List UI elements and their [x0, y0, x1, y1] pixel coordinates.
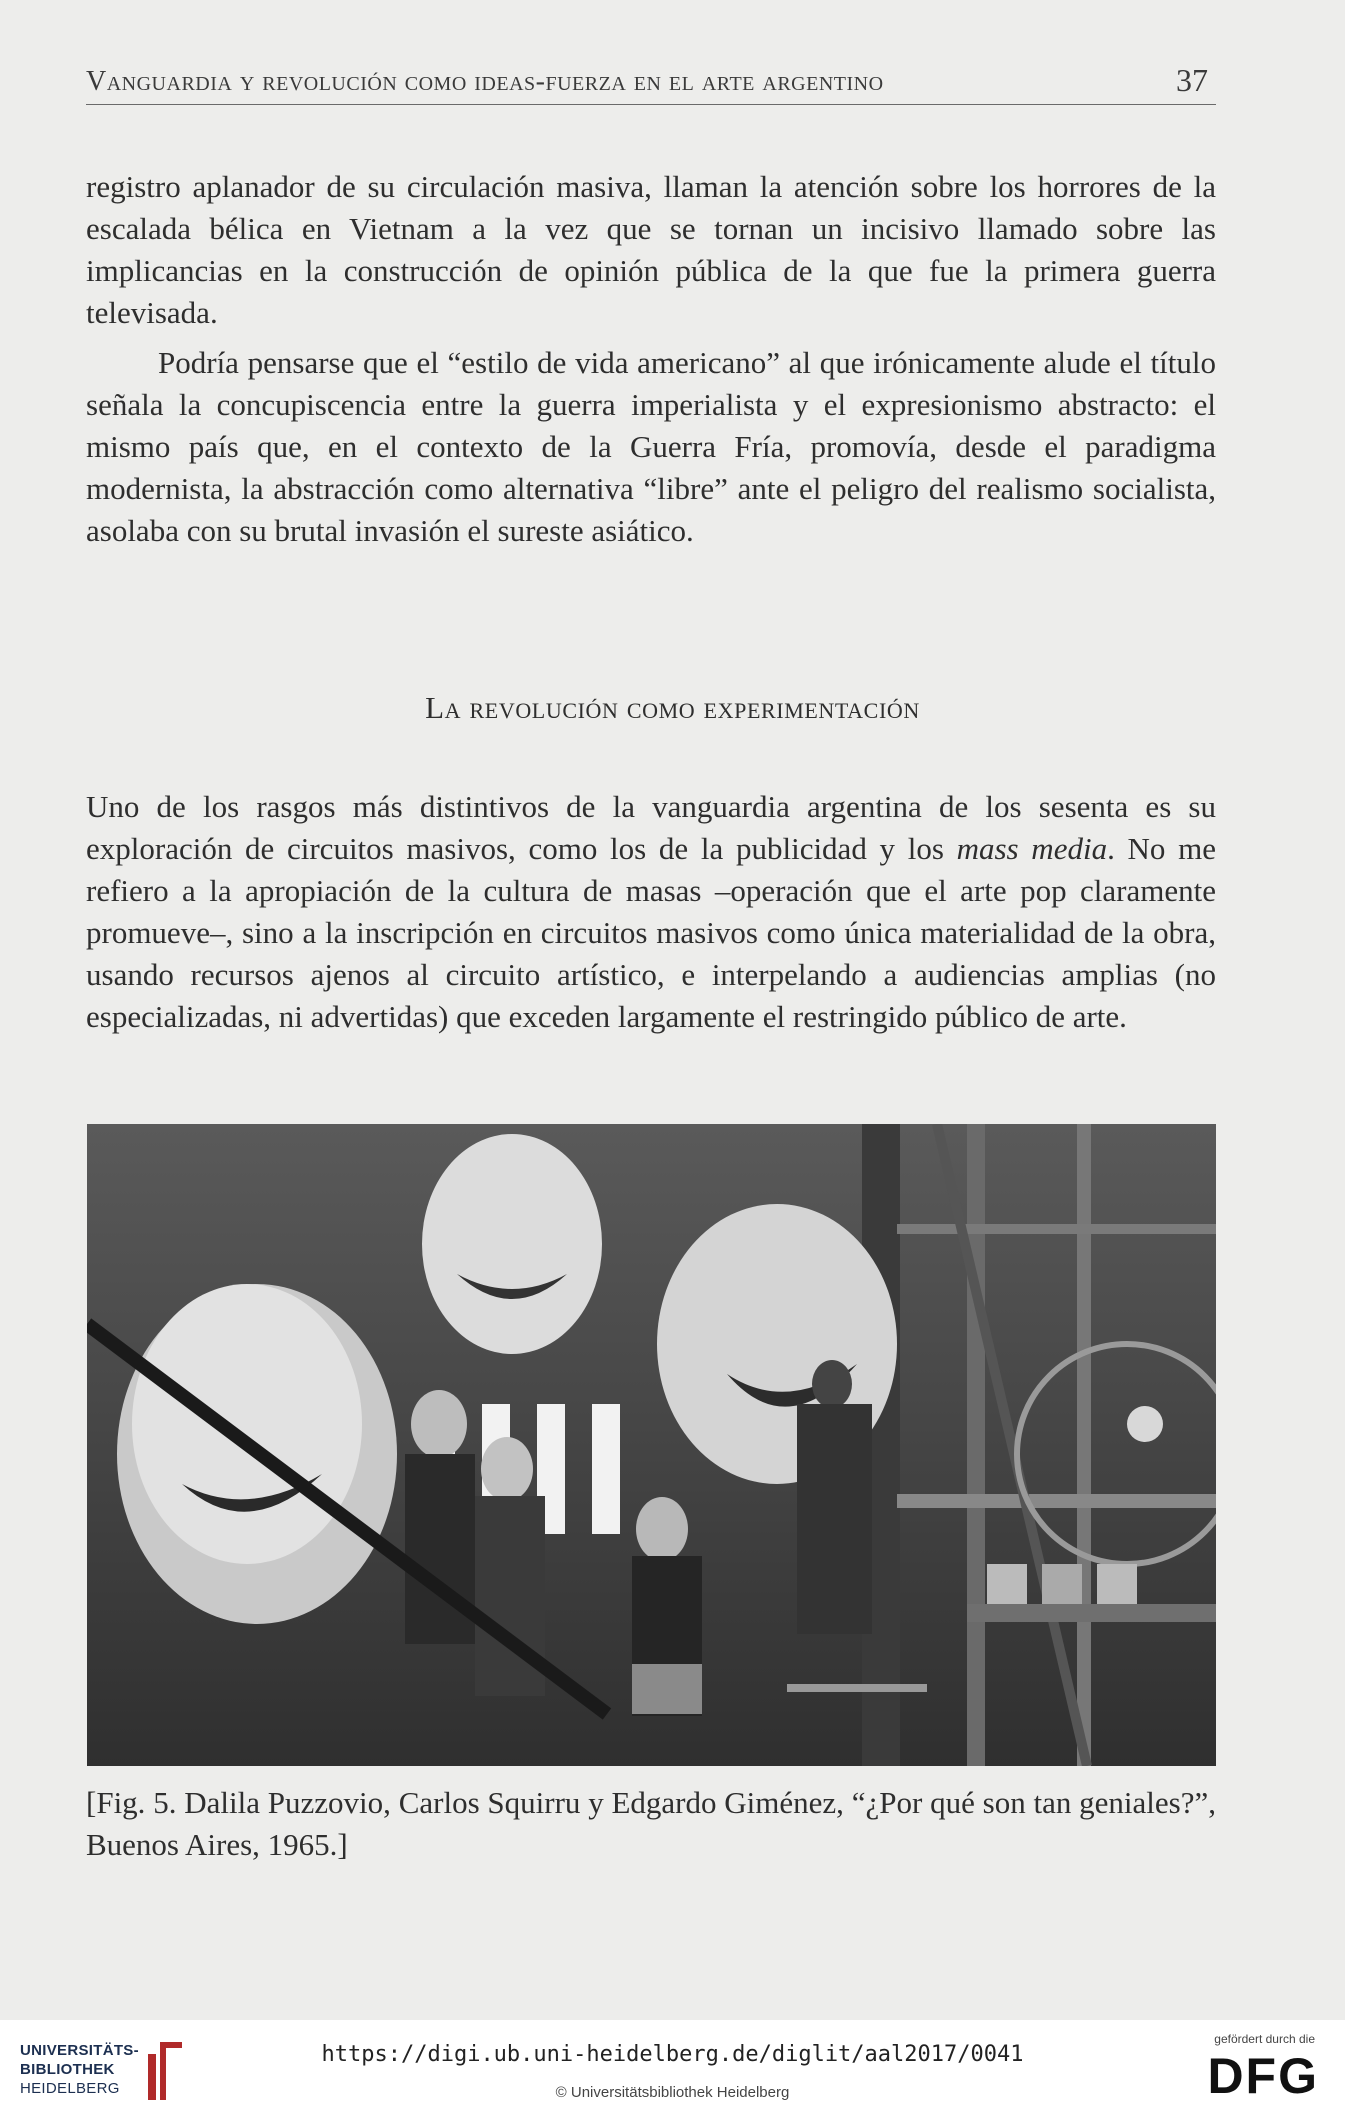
library-name-line-2: BIBLIOTHEK	[20, 2061, 115, 2078]
paragraph-3	[86, 786, 1216, 1038]
running-title: Vanguardia y revolución como ideas-fuerza en el arte argentino	[86, 66, 884, 97]
paragraph-3-start: Uno de los rasgos más distintivos de la vanguardia argentina de los sesenta es su exploración de circuitos masivos, como los de la publicidad y los	[86, 789, 1216, 866]
dfg-logo: DFG	[1207, 2048, 1319, 2104]
paragraph-3-end: . No me refiero a la apropiación de la cultura de masas –operación que el arte pop claramente promueve–, sino a la inscripción en circuitos masivos como única materialidad de la obra, usando recursos ajenos al circuito artístico, e interpelando a audiencias amplias (no especializadas, ni advertidas) que exceden largamente el restringido público de arte.	[86, 831, 1216, 1034]
paragraph-1-text: registro aplanador de su circulación masiva, llaman la atención sobre los horrores de la escalada bélica en Vietnam a la vez que se tornan un incisivo llamado sobre las implicancias en la construcción de opinión pública de la que fue la primera guerra televisada.	[86, 169, 1216, 330]
paragraph-3-text	[86, 786, 1216, 1038]
figure-photograph	[87, 1124, 1216, 1766]
funding-note: gefördert durch die	[1214, 2032, 1315, 2046]
paragraph-2-text: Podría pensarse que el “estilo de vida americano” al que irónicamente alude el título señala la concupiscencia entre la guerra imperialista y el expresionismo abstracto: el mismo país que, en el contexto de la Guerra Fría, promovía, desde el paradigma modernista, la abstracción como alternativa “libre” ante el peligro del realismo socialista, asolaba con su brutal invasión el sureste asiático.	[86, 345, 1216, 548]
paragraph-3-italic: mass media	[956, 831, 1108, 866]
header-rule	[86, 104, 1216, 105]
permalink-url[interactable]: https://digi.ub.uni-heidelberg.de/diglit/aal2017/0041	[321, 2042, 1024, 2067]
page-number: 37	[1176, 62, 1208, 98]
figure-caption: [Fig. 5. Dalila Puzzovio, Carlos Squirru y Edgardo Giménez, “¿Por qué son tan geniales?”, Buenos Aires, 1965.]	[86, 1785, 1216, 1862]
digitization-footer	[0, 2020, 1345, 2119]
copyright-notice: © Universitätsbibliothek Heidelberg	[555, 2084, 790, 2101]
library-name-line-3: HEIDELBERG	[20, 2080, 120, 2097]
section-heading: La revolución como experimentación	[425, 690, 920, 725]
library-name-line-1: UNIVERSITÄTS-	[20, 2042, 139, 2059]
photograph-illustration	[87, 1124, 1216, 1766]
paragraph-2	[86, 342, 1216, 552]
paragraph-1	[86, 166, 1216, 334]
